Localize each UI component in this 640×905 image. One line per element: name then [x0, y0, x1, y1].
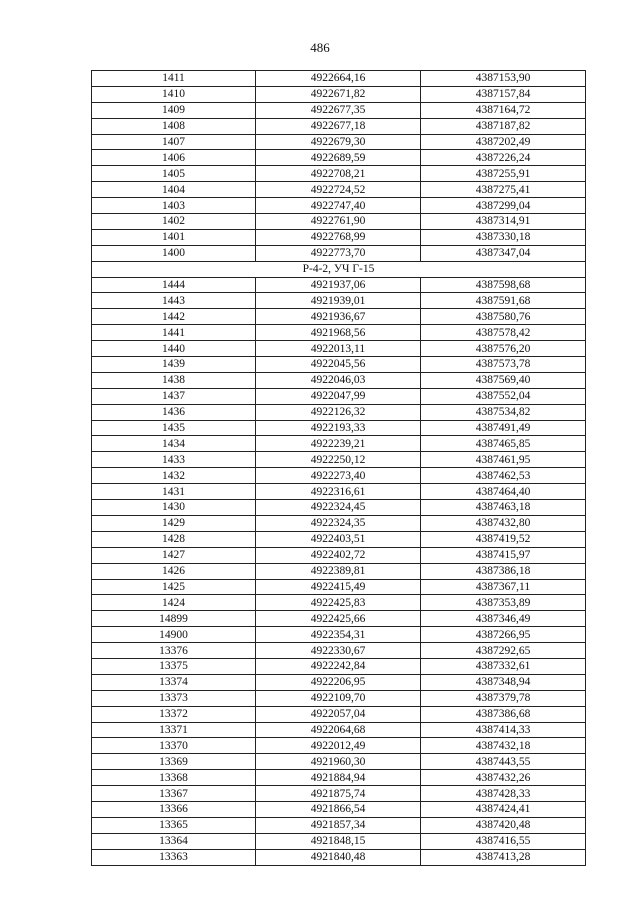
point-number-cell: 1430 — [92, 500, 256, 516]
table-row — [92, 118, 586, 134]
x-coordinate-cell: 4921875,74 — [256, 786, 421, 802]
point-number-cell: 13376 — [92, 643, 256, 659]
point-number-cell: 1402 — [92, 214, 256, 230]
table-row — [92, 690, 586, 706]
point-number-cell: 14899 — [92, 611, 256, 627]
y-coordinate-cell: 4387424,41 — [421, 801, 586, 817]
y-coordinate-cell: 4387534,82 — [421, 404, 586, 420]
y-coordinate-cell: 4387413,28 — [421, 849, 586, 865]
point-number-cell: 13366 — [92, 801, 256, 817]
point-number-cell: 13365 — [92, 817, 256, 833]
table-row — [92, 849, 586, 865]
point-number-cell: 13368 — [92, 770, 256, 786]
x-coordinate-cell: 4922057,04 — [256, 706, 421, 722]
table-row — [92, 579, 586, 595]
x-coordinate-cell: 4922689,59 — [256, 150, 421, 166]
x-coordinate-cell: 4922354,31 — [256, 627, 421, 643]
x-coordinate-cell: 4922425,66 — [256, 611, 421, 627]
y-coordinate-cell: 4387379,78 — [421, 690, 586, 706]
point-number-cell: 1437 — [92, 388, 256, 404]
point-number-cell: 13372 — [92, 706, 256, 722]
y-coordinate-cell: 4387428,33 — [421, 786, 586, 802]
y-coordinate-cell: 4387580,76 — [421, 309, 586, 325]
table-row — [92, 71, 586, 87]
y-coordinate-cell: 4387332,61 — [421, 658, 586, 674]
y-coordinate-cell: 4387464,40 — [421, 484, 586, 500]
x-coordinate-cell: 4922242,84 — [256, 658, 421, 674]
table-row — [92, 658, 586, 674]
x-coordinate-cell: 4922064,68 — [256, 722, 421, 738]
x-coordinate-cell: 4922671,82 — [256, 86, 421, 102]
y-coordinate-cell: 4387367,11 — [421, 579, 586, 595]
y-coordinate-cell: 4387164,72 — [421, 102, 586, 118]
point-number-cell: 1432 — [92, 468, 256, 484]
table-row — [92, 738, 586, 754]
x-coordinate-cell: 4922206,95 — [256, 674, 421, 690]
y-coordinate-cell: 4387443,55 — [421, 754, 586, 770]
point-number-cell: 1401 — [92, 229, 256, 245]
section-title: Р-4-2, УЧ Г-15 — [92, 261, 586, 277]
table-row — [92, 420, 586, 436]
point-number-cell: 13375 — [92, 658, 256, 674]
table-row — [92, 245, 586, 261]
table-row — [92, 722, 586, 738]
x-coordinate-cell: 4922239,21 — [256, 436, 421, 452]
table-row — [92, 754, 586, 770]
table-row — [92, 595, 586, 611]
point-number-cell: 1429 — [92, 515, 256, 531]
point-number-cell: 1407 — [92, 134, 256, 150]
y-coordinate-cell: 4387266,95 — [421, 627, 586, 643]
table-row — [92, 674, 586, 690]
y-coordinate-cell: 4387299,04 — [421, 198, 586, 214]
x-coordinate-cell: 4922768,99 — [256, 229, 421, 245]
point-number-cell: 1403 — [92, 198, 256, 214]
y-coordinate-cell: 4387598,68 — [421, 277, 586, 293]
table-row — [92, 293, 586, 309]
y-coordinate-cell: 4387432,80 — [421, 515, 586, 531]
table-row — [92, 229, 586, 245]
table-row — [92, 515, 586, 531]
table-row — [92, 309, 586, 325]
point-number-cell: 13364 — [92, 833, 256, 849]
table-row — [92, 182, 586, 198]
point-number-cell: 1410 — [92, 86, 256, 102]
table-row — [92, 500, 586, 516]
y-coordinate-cell: 4387346,49 — [421, 611, 586, 627]
x-coordinate-cell: 4922324,35 — [256, 515, 421, 531]
point-number-cell: 1404 — [92, 182, 256, 198]
x-coordinate-cell: 4922109,70 — [256, 690, 421, 706]
y-coordinate-cell: 4387153,90 — [421, 71, 586, 87]
table-row — [92, 643, 586, 659]
y-coordinate-cell: 4387414,33 — [421, 722, 586, 738]
point-number-cell: 13367 — [92, 786, 256, 802]
y-coordinate-cell: 4387348,94 — [421, 674, 586, 690]
table-row — [92, 150, 586, 166]
x-coordinate-cell: 4922250,12 — [256, 452, 421, 468]
y-coordinate-cell: 4387416,55 — [421, 833, 586, 849]
y-coordinate-cell: 4387420,48 — [421, 817, 586, 833]
point-number-cell: 1436 — [92, 404, 256, 420]
y-coordinate-cell: 4387419,52 — [421, 531, 586, 547]
coordinates-table-body — [92, 71, 586, 866]
y-coordinate-cell: 4387432,26 — [421, 770, 586, 786]
y-coordinate-cell: 4387573,78 — [421, 357, 586, 373]
x-coordinate-cell: 4922045,56 — [256, 357, 421, 373]
y-coordinate-cell: 4387353,89 — [421, 595, 586, 611]
point-number-cell: 1405 — [92, 166, 256, 182]
table-row — [92, 404, 586, 420]
x-coordinate-cell: 4921866,54 — [256, 801, 421, 817]
x-coordinate-cell: 4922724,52 — [256, 182, 421, 198]
x-coordinate-cell: 4921848,15 — [256, 833, 421, 849]
x-coordinate-cell: 4921840,48 — [256, 849, 421, 865]
y-coordinate-cell: 4387347,04 — [421, 245, 586, 261]
x-coordinate-cell: 4922330,67 — [256, 643, 421, 659]
table-row — [92, 706, 586, 722]
x-coordinate-cell: 4921939,01 — [256, 293, 421, 309]
x-coordinate-cell: 4922193,33 — [256, 420, 421, 436]
table-row — [92, 833, 586, 849]
point-number-cell: 13374 — [92, 674, 256, 690]
x-coordinate-cell: 4922679,30 — [256, 134, 421, 150]
y-coordinate-cell: 4387462,53 — [421, 468, 586, 484]
x-coordinate-cell: 4922425,83 — [256, 595, 421, 611]
x-coordinate-cell: 4921884,94 — [256, 770, 421, 786]
y-coordinate-cell: 4387386,18 — [421, 563, 586, 579]
point-number-cell: 1408 — [92, 118, 256, 134]
y-coordinate-cell: 4387465,85 — [421, 436, 586, 452]
y-coordinate-cell: 4387226,24 — [421, 150, 586, 166]
table-row — [92, 436, 586, 452]
x-coordinate-cell: 4921937,06 — [256, 277, 421, 293]
y-coordinate-cell: 4387576,20 — [421, 341, 586, 357]
point-number-cell: 1428 — [92, 531, 256, 547]
point-number-cell: 1409 — [92, 102, 256, 118]
point-number-cell: 13363 — [92, 849, 256, 865]
y-coordinate-cell: 4387491,49 — [421, 420, 586, 436]
point-number-cell: 1427 — [92, 547, 256, 563]
section-header-row — [92, 261, 586, 277]
y-coordinate-cell: 4387569,40 — [421, 372, 586, 388]
point-number-cell: 1433 — [92, 452, 256, 468]
table-row — [92, 627, 586, 643]
point-number-cell: 1425 — [92, 579, 256, 595]
point-number-cell: 1431 — [92, 484, 256, 500]
table-row — [92, 198, 586, 214]
x-coordinate-cell: 4922761,90 — [256, 214, 421, 230]
x-coordinate-cell: 4922047,99 — [256, 388, 421, 404]
y-coordinate-cell: 4387578,42 — [421, 325, 586, 341]
y-coordinate-cell: 4387461,95 — [421, 452, 586, 468]
table-row — [92, 468, 586, 484]
table-row — [92, 817, 586, 833]
table-row — [92, 388, 586, 404]
point-number-cell: 13369 — [92, 754, 256, 770]
x-coordinate-cell: 4921936,67 — [256, 309, 421, 325]
point-number-cell: 13370 — [92, 738, 256, 754]
table-row — [92, 484, 586, 500]
table-row — [92, 611, 586, 627]
x-coordinate-cell: 4922664,16 — [256, 71, 421, 87]
table-row — [92, 547, 586, 563]
y-coordinate-cell: 4387275,41 — [421, 182, 586, 198]
x-coordinate-cell: 4921968,56 — [256, 325, 421, 341]
x-coordinate-cell: 4922773,70 — [256, 245, 421, 261]
x-coordinate-cell: 4922677,35 — [256, 102, 421, 118]
x-coordinate-cell: 4922324,45 — [256, 500, 421, 516]
point-number-cell: 1434 — [92, 436, 256, 452]
x-coordinate-cell: 4922126,32 — [256, 404, 421, 420]
y-coordinate-cell: 4387432,18 — [421, 738, 586, 754]
y-coordinate-cell: 4387314,91 — [421, 214, 586, 230]
point-number-cell: 1400 — [92, 245, 256, 261]
table-row — [92, 166, 586, 182]
point-number-cell: 1435 — [92, 420, 256, 436]
table-row — [92, 452, 586, 468]
x-coordinate-cell: 4922012,49 — [256, 738, 421, 754]
table-row — [92, 341, 586, 357]
point-number-cell: 1440 — [92, 341, 256, 357]
point-number-cell: 1424 — [92, 595, 256, 611]
table-row — [92, 770, 586, 786]
point-number-cell: 1439 — [92, 357, 256, 373]
y-coordinate-cell: 4387330,18 — [421, 229, 586, 245]
point-number-cell: 1443 — [92, 293, 256, 309]
x-coordinate-cell: 4922046,03 — [256, 372, 421, 388]
x-coordinate-cell: 4922403,51 — [256, 531, 421, 547]
x-coordinate-cell: 4922708,21 — [256, 166, 421, 182]
point-number-cell: 13373 — [92, 690, 256, 706]
y-coordinate-cell: 4387591,68 — [421, 293, 586, 309]
table-row — [92, 86, 586, 102]
y-coordinate-cell: 4387463,18 — [421, 500, 586, 516]
x-coordinate-cell: 4922677,18 — [256, 118, 421, 134]
page-number: 486 — [310, 40, 330, 55]
x-coordinate-cell: 4922273,40 — [256, 468, 421, 484]
table-row — [92, 372, 586, 388]
point-number-cell: 1411 — [92, 71, 256, 87]
point-number-cell: 1444 — [92, 277, 256, 293]
y-coordinate-cell: 4387202,49 — [421, 134, 586, 150]
coordinates-table — [91, 70, 586, 866]
point-number-cell: 13371 — [92, 722, 256, 738]
table-row — [92, 102, 586, 118]
table-row — [92, 214, 586, 230]
table-row — [92, 134, 586, 150]
y-coordinate-cell: 4387255,91 — [421, 166, 586, 182]
x-coordinate-cell: 4922316,61 — [256, 484, 421, 500]
x-coordinate-cell: 4921960,30 — [256, 754, 421, 770]
y-coordinate-cell: 4387386,68 — [421, 706, 586, 722]
x-coordinate-cell: 4921857,34 — [256, 817, 421, 833]
y-coordinate-cell: 4387552,04 — [421, 388, 586, 404]
table-row — [92, 277, 586, 293]
point-number-cell: 1441 — [92, 325, 256, 341]
table-row — [92, 325, 586, 341]
table-row — [92, 357, 586, 373]
y-coordinate-cell: 4387415,97 — [421, 547, 586, 563]
point-number-cell: 1438 — [92, 372, 256, 388]
x-coordinate-cell: 4922415,49 — [256, 579, 421, 595]
table-row — [92, 563, 586, 579]
point-number-cell: 1442 — [92, 309, 256, 325]
table-row — [92, 801, 586, 817]
y-coordinate-cell: 4387187,82 — [421, 118, 586, 134]
x-coordinate-cell: 4922402,72 — [256, 547, 421, 563]
table-row — [92, 531, 586, 547]
y-coordinate-cell: 4387292,65 — [421, 643, 586, 659]
x-coordinate-cell: 4922013,11 — [256, 341, 421, 357]
x-coordinate-cell: 4922389,81 — [256, 563, 421, 579]
point-number-cell: 14900 — [92, 627, 256, 643]
table-row — [92, 786, 586, 802]
point-number-cell: 1426 — [92, 563, 256, 579]
x-coordinate-cell: 4922747,40 — [256, 198, 421, 214]
y-coordinate-cell: 4387157,84 — [421, 86, 586, 102]
point-number-cell: 1406 — [92, 150, 256, 166]
